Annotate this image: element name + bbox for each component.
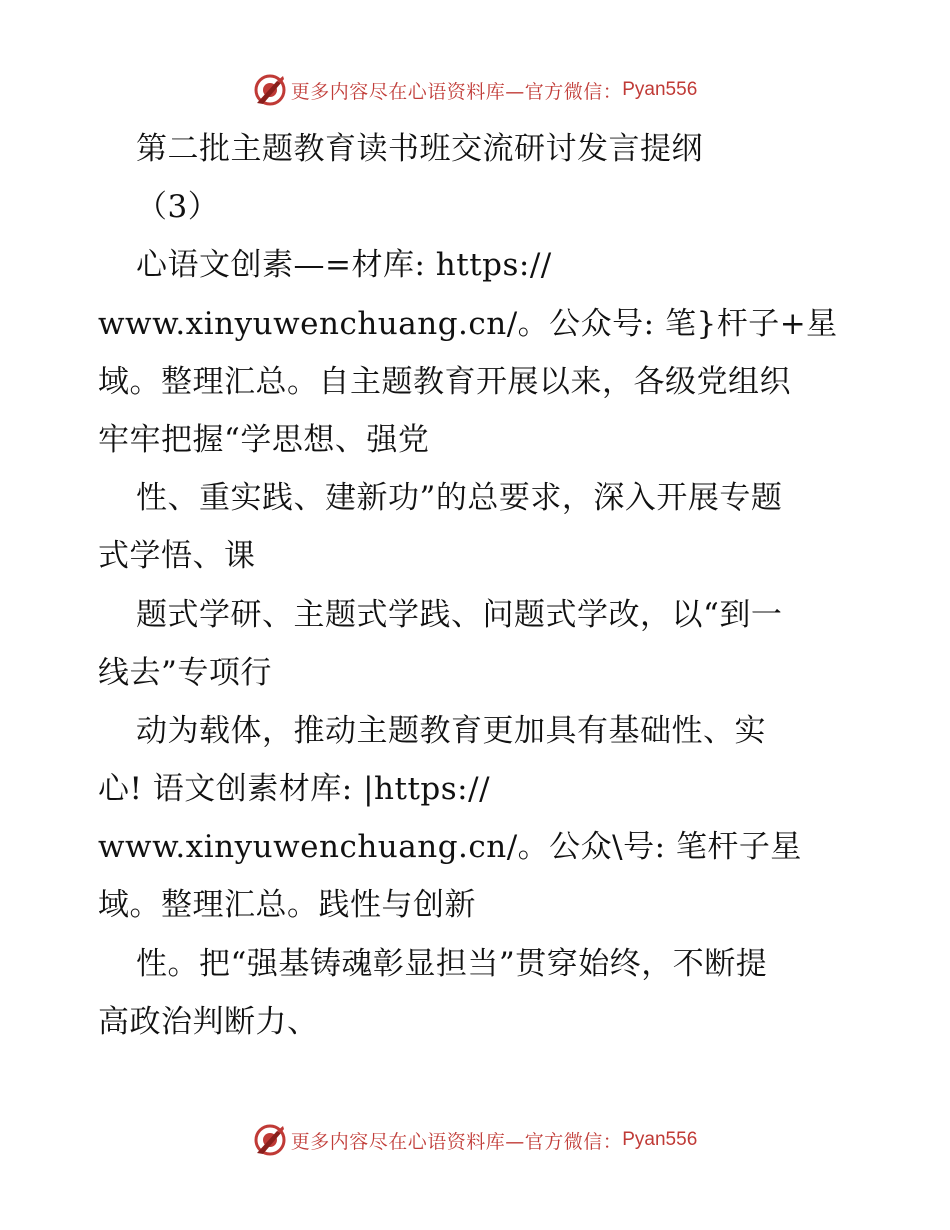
header-banner: [0, 70, 950, 110]
document-title: 第二批主题教育读书班交流研讨发言提纲: [136, 131, 703, 167]
paragraph-line: 心语文创素—=材库: https://: [136, 247, 552, 284]
paragraph-line: 线去”专项行: [98, 654, 272, 691]
paragraph-line: 题式学研、主题式学践、问题式学改，以“到一: [136, 596, 783, 633]
document-body: [98, 120, 858, 1051]
paragraph-line: 动为载体，推动主题教育更加具有基础性、实: [136, 712, 766, 749]
paragraph-line: 性。把“强基铸魂彰显担当”贯穿始终，不断提: [136, 945, 768, 982]
footer-banner: [0, 1120, 950, 1160]
logo-pen-icon: [253, 73, 287, 107]
banner-text: 更多内容尽在心语资料库—官方微信：: [290, 1130, 623, 1153]
paragraph-line: 域。整理汇总。践性与创新: [98, 887, 476, 924]
paragraph-line: www.xinyuwenchuang.cn/。公众号: 笔}杆子+星: [98, 305, 838, 342]
paragraph-line: 牢牢把握“学思想、强党: [98, 421, 430, 458]
paragraph-line: www.xinyuwenchuang.cn/。公众\号: 笔杆子星: [98, 829, 802, 866]
banner-text: 更多内容尽在心语资料库—官方微信：: [290, 80, 623, 103]
wechat-id: Pyan556: [622, 79, 698, 100]
paragraph-line: 性、重实践、建新功”的总要求，深入开展专题: [136, 480, 783, 517]
paragraph-line: 心! 语文创素材库: |https://: [98, 771, 491, 808]
document-subtitle: （3）: [136, 189, 220, 226]
logo-pen-icon: [253, 1123, 287, 1157]
wechat-id: Pyan556: [622, 1129, 698, 1150]
paragraph-line: 高政治判断力、: [98, 1003, 319, 1040]
paragraph-line: 式学悟、课: [98, 538, 256, 575]
paragraph-line: 域。整理汇总。自主题教育开展以来，各级党组织: [98, 363, 791, 400]
